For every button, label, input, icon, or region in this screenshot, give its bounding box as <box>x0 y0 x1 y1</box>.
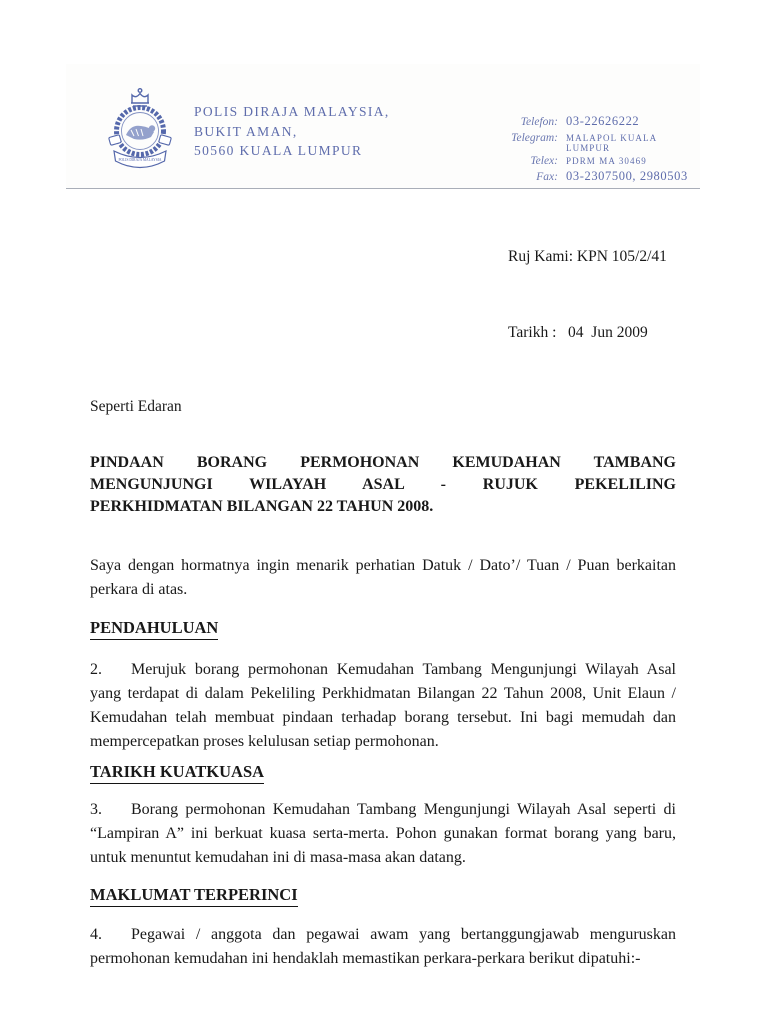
crest-banner-text: POLIS DIRAJA MALAYSIA <box>118 158 162 162</box>
paragraph-text: Merujuk borang permohonan Kemudahan Tambang Mengunjungi Wilayah Asal yang terdapat di dalam Pekeliling Perkhidmatan Bilangan 22 Tahun 2008, Unit Elaun / Kemudahan telah membuat pindaan terhadap borang tersebut. Ini bagi memudah dan mempercepatkan proses kelulusan setiap permohonan. <box>90 661 676 750</box>
org-line: BUKIT AMAN, <box>194 123 298 139</box>
ref-date: Tarikh : 04 Jun 2009 <box>508 324 648 341</box>
paragraph-text: Pegawai / anggota dan pegawai awam yang bertanggungjawab menguruskan permohonan kemudahan ini hendaklah memastikan perkara-perkara berikut dipatuhi:- <box>90 926 676 967</box>
contact-label: Telefon: <box>520 116 558 128</box>
section-heading-maklumat-terperinci: MAKLUMAT TERPERINCI <box>90 885 676 907</box>
contact-label: Fax: <box>536 171 558 183</box>
contact-label: Telegram: <box>511 132 558 144</box>
section-paragraph <box>90 923 676 971</box>
intro-paragraph: Saya dengan hormatnya ingin menarik perhatian Datuk / Dato’/ Tuan / Puan berkaitan perkara di atas. <box>90 557 676 598</box>
section-paragraph <box>90 658 676 754</box>
letterhead <box>66 64 700 189</box>
contact-details <box>470 114 700 185</box>
subject-title <box>90 452 676 518</box>
contact-value: MALAPOL KUALA LUMPUR <box>566 133 657 153</box>
letter-body <box>90 212 676 971</box>
contact-row-telegram <box>470 130 700 153</box>
contact-label: Telex: <box>530 155 558 167</box>
contact-value: 03-22626222 <box>566 114 640 128</box>
subject-title-line: MENGUNJUNGI WILAYAH ASAL - RUJUK PEKELILING <box>90 476 676 493</box>
paragraph-number: 2. <box>90 661 102 678</box>
contact-value: PDRM MA 30469 <box>566 156 647 166</box>
org-address <box>194 102 390 161</box>
subject-title-line: PERKHIDMATAN BILANGAN 22 TAHUN 2008. <box>90 498 434 515</box>
section-heading-pendahuluan: PENDAHULUAN <box>90 618 676 640</box>
contact-row-telex <box>470 153 700 169</box>
paragraph-number: 4. <box>90 926 102 943</box>
reference-block <box>508 212 676 378</box>
section-paragraph <box>90 798 676 870</box>
section-heading-tarikh-kuatkuasa: TARIKH KUATKUASA <box>90 762 676 784</box>
org-line: 50560 KUALA LUMPUR <box>194 143 363 158</box>
ref-number: Ruj Kami: KPN 105/2/41 <box>508 248 667 265</box>
contact-row-fax <box>470 169 700 185</box>
org-line: POLIS DIRAJA MALAYSIA, <box>194 104 390 119</box>
contact-row-telefon <box>470 114 700 130</box>
paragraph-text: Borang permohonan Kemudahan Tambang Mengunjungi Wilayah Asal seperti di “Lampiran A” ini berkuat kuasa serta-merta. Pohon gunakan format borang yang baru, untuk menuntut kemudahan ini di masa-masa akan datang. <box>90 801 676 866</box>
contact-value: 03-2307500, 2980503 <box>566 169 688 183</box>
police-crest-icon <box>106 86 174 178</box>
salutation: Seperti Edaran <box>90 398 182 415</box>
subject-title-line: PINDAAN BORANG PERMOHONAN KEMUDAHAN TAMBANG <box>90 454 676 471</box>
paragraph-number: 3. <box>90 801 102 818</box>
